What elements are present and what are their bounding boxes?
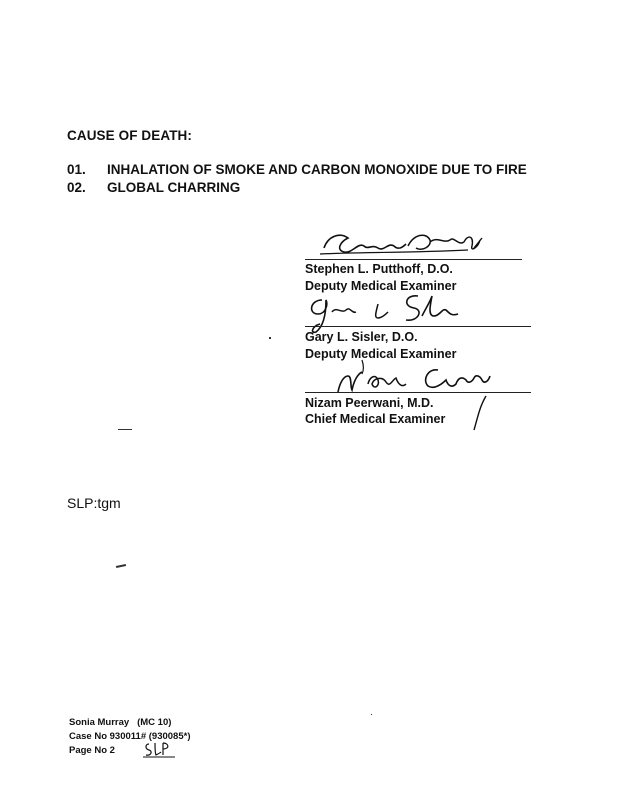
footer-page-initials (143, 740, 175, 758)
footer-page-label: Page No 2 (69, 745, 115, 756)
cause-of-death-heading: CAUSE OF DEATH: (67, 128, 192, 143)
signatory-title-putthoff: Deputy Medical Examiner (305, 279, 457, 293)
signature-line-sisler (305, 326, 531, 327)
signatory-name-sisler: Gary L. Sisler, D.O. (305, 330, 418, 344)
margin-bracket-mark (468, 394, 490, 434)
typist-initials: SLP:tgm (67, 495, 121, 511)
signatory-title-peerwani: Chief Medical Examiner (305, 412, 446, 426)
cause-1-number: 01. (67, 162, 86, 177)
signatory-title-sisler: Deputy Medical Examiner (305, 347, 457, 361)
cause-2-number: 02. (67, 180, 86, 195)
stray-mark (269, 337, 271, 339)
cause-2-text: GLOBAL CHARRING (107, 180, 241, 195)
signatory-name-putthoff: Stephen L. Putthoff, D.O. (305, 262, 453, 276)
signature-line-putthoff (305, 259, 522, 260)
footer-case-line: Case No 930011# (930085*) (69, 731, 191, 742)
footer-patient-line: Sonia Murray (MC 10) (69, 717, 172, 728)
stray-dot (371, 714, 372, 715)
stray-tick (116, 564, 126, 568)
signature-line-peerwani (305, 392, 531, 393)
signature-putthoff (318, 226, 488, 262)
cause-1-text: INHALATION OF SMOKE AND CARBON MONOXIDE DUE TO FIRE (107, 162, 527, 177)
signatory-name-peerwani: Nizam Peerwani, M.D. (305, 396, 434, 410)
stray-dash (118, 429, 132, 430)
